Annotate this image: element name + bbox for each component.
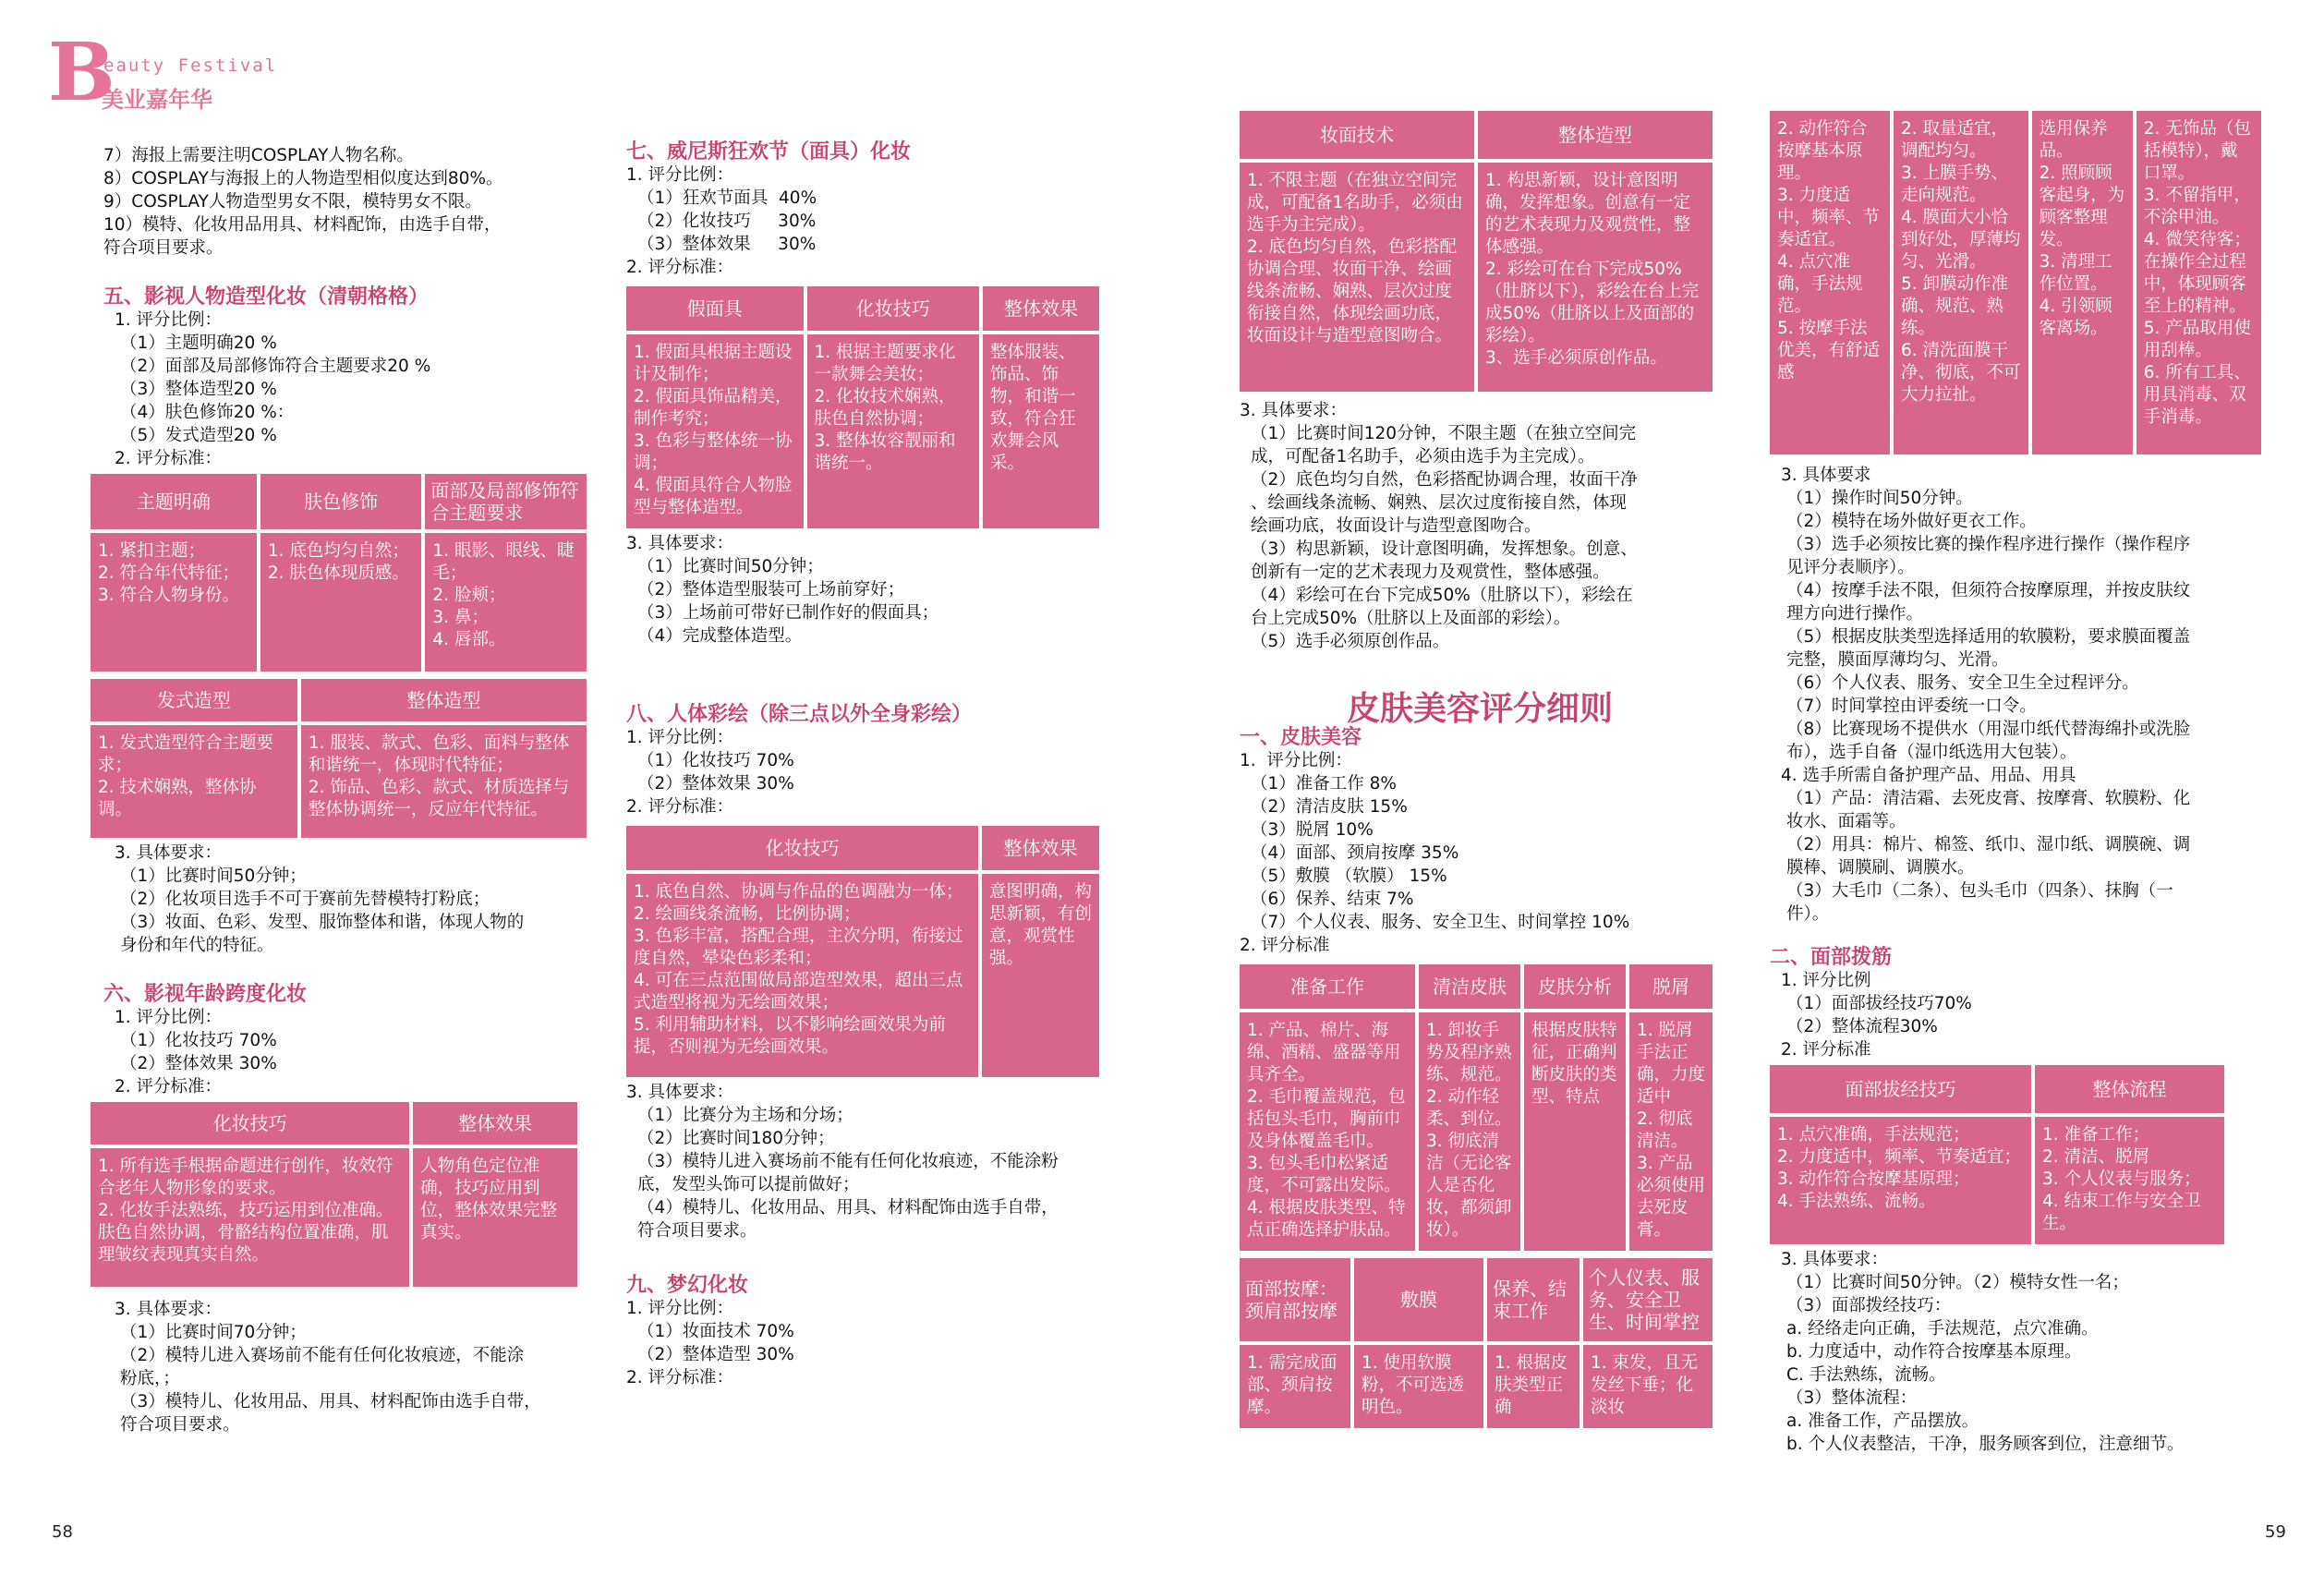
text-line: 底，发型头饰可以提前做好； (637, 1175, 860, 1194)
text-line: （1）化妆技巧 70% (120, 1031, 277, 1050)
skin-t1-c2: 1. 卸妆手势及程序熟练、规范。 2. 动作轻柔、到位。 3. 彻底清洁（无论客人是否化妆，都须卸妆）。 (1419, 1012, 1520, 1251)
text-line: 8）COSPLAY与海报上的人物造型相似度达到80%。 (103, 169, 503, 188)
s7-label-2: 2. 评分标准： (626, 258, 734, 277)
text-line: （2）比赛时间180分钟； (637, 1129, 835, 1148)
s8-req-label: 3. 具体要求： (626, 1083, 734, 1102)
text-line: （5）敷膜 （软膜） 15% (1251, 866, 1447, 886)
s7-h1: 假面具 (626, 286, 804, 331)
intro-list (103, 144, 593, 260)
s9-label-1: 1. 评分比例： (626, 1299, 734, 1318)
s6-req-label: 3. 具体要求： (115, 1300, 223, 1319)
text-line: b. 力度适中，动作符合按摩基本原理。 (1786, 1342, 2082, 1362)
s2-c1: 1. 点穴准确，手法规范； 2. 力度适中，频率、节奏适宜； 3. 动作符合按摩基原理； 4. 手法熟练、流畅。 (1770, 1117, 2031, 1244)
text-line: （1）比赛时间50分钟； (120, 866, 307, 886)
s7-h2: 化妆技巧 (807, 286, 979, 331)
col4-item4 (1770, 787, 2269, 926)
s5-t1-h2: 肤色修饰 (260, 474, 422, 529)
text-line: （3）模特儿、化妆用品、用具、材料配饰由选手自带， (120, 1392, 541, 1411)
text-line: 7）海报上需要注明COSPLAY人物名称。 (103, 146, 414, 165)
text-line: （1）比赛分为主场和分场； (637, 1106, 853, 1125)
text-line: 符合项目要求。 (120, 1415, 240, 1435)
col4-c1: 2. 动作符合按摩基本原理。 3. 力度适中，频率、节奏适宜。 4. 点穴准确，手法规范。 5. 按摩手法优美，有舒适感 (1770, 111, 1890, 454)
text-line: （6）个人仪表、服务、安全卫生全过程评分。 (1786, 673, 2139, 693)
s6-label-1: 1. 评分比例： (115, 1008, 223, 1027)
text-line: 符合项目要求。 (637, 1221, 757, 1241)
s5-label-1: 1. 评分比例： (115, 310, 223, 330)
skin-t2-c1: 1. 需完成面部、颈肩按摩。 (1240, 1345, 1350, 1428)
text-line: 理方向进行操作。 (1786, 604, 1924, 624)
s6-req (103, 1321, 593, 1436)
text-line: a. 准备工作，产品摆放。 (1786, 1411, 1979, 1431)
s2-h2: 整体流程 (2035, 1065, 2224, 1113)
text-line: （3）脱屑 10% (1251, 820, 1374, 840)
skin-s1-title: 一、皮肤美容 (1240, 725, 1362, 749)
text-line: （7）时间掌控由评委统一口令。 (1786, 697, 2037, 716)
section-7-title: 七、威尼斯狂欢节（面具）化妆 (626, 139, 912, 164)
s9-label-2: 2. 评分标准： (626, 1368, 734, 1387)
s8-label-1: 1. 评分比例： (626, 728, 734, 747)
text-line: （1）面部拔经技巧70% (1786, 994, 1972, 1013)
s5-table-1 (87, 470, 590, 675)
text-line: 9）COSPLAY人物造型男女不限，模特男女不限。 (103, 192, 482, 212)
text-line: （2）面部及局部修饰符合主题要求20 % (120, 357, 431, 376)
s7-c3: 整体服装、饰品、饰物，和谐一致，符合狂欢舞会风采。 (983, 334, 1099, 528)
s9-ratios (626, 1320, 1116, 1366)
text-line: （2）化妆技巧 30% (637, 212, 817, 231)
text-line: （1）比赛时间120分钟，不限主题（在独立空间完 (1251, 424, 1637, 443)
text-line: （7）个人仪表、服务、安全卫生、时间掌控 10% (1251, 913, 1630, 932)
s2-req (1770, 1271, 2269, 1456)
skin-t2-h1: 面部按摩：颈肩部按摩 (1240, 1258, 1350, 1341)
brand-logo (48, 26, 278, 119)
col4-c3: 选用保养品。 2. 照顾顾客起身，为顾客整理发。 3. 清理工作位置。 4. 引领顾客离场。 (2032, 111, 2133, 454)
text-line: 见评分表顺序）。 (1786, 558, 1915, 577)
s8-table (623, 822, 1103, 1081)
s5-t2-c2: 1. 服装、款式、色彩、面料与整体和谐统一，体现时代特征； 2. 饰品、色彩、款式、材质选择与整体协调统一，反应年代特征。 (301, 725, 587, 838)
text-line: （1）妆面技术 70% (637, 1322, 794, 1341)
s5-req (103, 865, 593, 957)
s2-h1: 面部拔经技巧 (1770, 1065, 2031, 1113)
text-line: （2）整体效果 30% (120, 1054, 277, 1073)
col3-req-label: 3. 具体要求： (1240, 401, 1348, 420)
text-line: （3）大毛巾（二条）、包头毛巾（四条）、抹胸（一 (1786, 881, 2173, 901)
text-line: （1）化妆技巧 70% (637, 751, 794, 770)
text-line: 妆水、面霜等。 (1786, 812, 1906, 831)
text-line: （1）操作时间50分钟。 (1786, 489, 1973, 508)
text-line: （3）上场前可带好已制作好的假面具； (637, 603, 939, 623)
s5-ratios (103, 332, 593, 447)
text-line: （3）整体效果 30% (637, 235, 817, 254)
text-line: （3）构思新颖，设计意图明确，发挥想象。创意、 (1251, 539, 1638, 559)
text-line: （5）选手必须原创作品。 (1251, 632, 1450, 651)
s8-label-2: 2. 评分标准： (626, 797, 734, 817)
section-8-title: 八、人体彩绘（除三点以外全身彩绘） (626, 702, 973, 726)
s8-h2: 整体效果 (982, 826, 1099, 870)
col4-c2: 2. 取量适宜，调配均匀。 3. 上膜手势、走向规范。 4. 膜面大小恰到好处，厚薄均匀、光滑。 5. 卸膜动作准确、规范、熟练。 6. 清洗面膜干净、彻底，不可大力拉扯。 (1894, 111, 2028, 454)
s6-c2: 人物角色定位准确，技巧应用到位，整体效果完整真实。 (413, 1148, 577, 1287)
col3-table (1236, 107, 1716, 395)
skin-title: 皮肤美容评分细则 (1346, 689, 1613, 728)
s2-label-1: 1. 评分比例 (1781, 971, 1871, 990)
text-line: （1）狂欢节面具 40% (637, 188, 817, 208)
text-line: （3）面部拨经技巧： (1786, 1296, 1952, 1315)
text-line: （3）模特儿进入赛场前不能有任何化妆痕迹，不能涂粉 (637, 1152, 1059, 1171)
s6-c1: 1. 所有选手根据命题进行创作，妆效符合老年人物形象的要求。 2. 化妆手法熟练，技巧运用到位准确。肤色自然协调，骨骼结构位置准确，肌理皱纹表现真实自然。 (91, 1148, 409, 1287)
skin-t2-c2: 1. 使用软膜粉，不可选透明色。 (1354, 1345, 1483, 1428)
skin-table-2 (1236, 1254, 1716, 1432)
s5-table-2 (87, 675, 590, 842)
s5-t1-h3: 面部及局部修饰符合主题要求 (425, 474, 587, 529)
s7-req-label: 3. 具体要求： (626, 534, 734, 553)
col3-h1: 妆面技术 (1240, 111, 1474, 159)
text-line: b. 个人仪表整洁，干净，服务顾客到位，注意细节。 (1786, 1435, 2185, 1454)
s2-ratios (1770, 992, 2269, 1038)
col3-c1: 1. 不限主题（在独立空间完成，可配备1名助手，必须由选手为主完成）。 2. 底色均匀自然，色彩搭配协调合理、妆面干净、绘画线条流畅、娴熟、层次过度衔接自然，体现绘画功底，妆面设计与造型意图吻合。 (1240, 163, 1474, 392)
s5-t1-c2: 1. 底色均匀自然； 2. 肤色体现质感。 (260, 533, 422, 672)
column-1 (98, 144, 593, 1436)
text-line: （2）整体造型 30% (637, 1345, 794, 1364)
text-line: （3）整体造型20 % (120, 380, 277, 399)
skin-t1-c1: 1. 产品、棉片、海绵、酒精、盛器等用具齐全。 2. 毛巾覆盖规范，包括包头毛巾，胸前巾及身体覆盖毛巾。 3. 包头毛巾松紧适度，不可露出发际。 4. 根据皮肤类型、特点正确选择护肤品。 (1240, 1012, 1415, 1251)
text-line: （3）整体流程： (1786, 1388, 1918, 1408)
skin-t1-c3: 根据皮肤特征，正确判断皮肤的类型、特点 (1524, 1012, 1626, 1251)
s2-table (1766, 1061, 2228, 1248)
text-line: 粉底，； (120, 1369, 180, 1388)
s8-c1: 1. 底色自然、协调与作品的色调融为一体； 2. 绘画线条流畅，比例协调； 3. 色彩丰富，搭配合理，主次分明，衔接过度自然，晕染色彩柔和； 4. 可在三点范围做局部造型效果，超出三点式造型将视为无绘画效果； 5. 利用辅助材料，以不影响绘画效果为前提，否则视为无绘画效果。 (626, 874, 978, 1077)
column-2 (626, 140, 1116, 1389)
text-line: 身份和年代的特征。 (120, 936, 274, 955)
skin-table-1 (1236, 961, 1716, 1254)
text-line: a. 经络走向正确，手法规范，点穴准确。 (1786, 1319, 2099, 1339)
skin-s1-label-1: 1. 评分比例： (1240, 751, 1352, 770)
section-6-title: 六、影视年龄跨度化妆 (103, 982, 308, 1006)
text-line: （2）整体效果 30% (637, 774, 794, 794)
s7-c2: 1. 根据主题要求化一款舞会美妆； 2. 化妆技术娴熟，肤色自然协调； 3. 整体妆容靓丽和谐统一。 (807, 334, 979, 528)
text-line: （2）清洁皮肤 15% (1251, 797, 1408, 817)
skin-t2-h3: 保养、结束工作 (1487, 1258, 1580, 1341)
text-line: （5）根据皮肤类型选择适用的软膜粉，要求膜面覆盖 (1786, 627, 2191, 647)
text-line: （4）完成整体造型。 (637, 626, 803, 646)
skin-t1-h2: 清洁皮肤 (1419, 964, 1520, 1009)
text-line: （1）主题明确20 % (120, 333, 277, 353)
text-line: 台上完成50%（肚脐以上及面部的彩绘）。 (1251, 609, 1571, 628)
text-line: （1）产品：清洁霜、去死皮膏、按摩膏、软膜粉、化 (1786, 789, 2191, 808)
s5-t2-h2: 整体造型 (301, 679, 587, 721)
column-4 (1770, 107, 2269, 1456)
text-line: （5）发式造型20 % (120, 426, 277, 445)
s5-req-label: 3. 具体要求： (115, 843, 223, 863)
section-9-title: 九、梦幻化妆 (626, 1273, 749, 1297)
s6-label-2: 2. 评分标准： (115, 1077, 223, 1096)
skin-t2-h4: 个人仪表、服务、安全卫生、时间掌控 (1583, 1258, 1713, 1341)
s7-h3: 整体效果 (983, 286, 1099, 331)
text-line: （4）按摩手法不限，但须符合按摩原理，并按皮肤纹 (1786, 581, 2191, 600)
col4-req-label: 3. 具体要求 (1781, 466, 1871, 485)
skin-t2-c4: 1. 束发，且无发丝下垂；化淡妆 (1583, 1345, 1713, 1428)
text-line: 膜棒、调膜刷、调膜水。 (1786, 858, 1975, 878)
column-3 (1240, 107, 1720, 1432)
s7-req (626, 555, 1116, 648)
text-line: （1）比赛时间50分钟。（2）模特女性一名； (1786, 1273, 2129, 1292)
text-line: （4）肤色修饰20 %： (120, 403, 295, 422)
s8-h1: 化妆技巧 (626, 826, 978, 870)
skin-t2-c3: 1. 根据皮肤类型正确 (1487, 1345, 1580, 1428)
text-line: 绘画功底，妆面设计与造型意图吻合。 (1251, 516, 1542, 536)
col4-item4-label: 4. 选手所需自备护理产品、用品、用具 (1781, 766, 2076, 785)
logo-letter: B (48, 26, 115, 119)
col4-c4: 2. 无饰品（包括模特），戴口罩。 3. 不留指甲，不涂甲油。 4. 微笑待客；在操作全过程中，体现顾客至上的精神。 5. 产品取用使用刮棒。 6. 所有工具、用具消毒、双手消毒。 (2136, 111, 2261, 454)
text-line: （2）模特在场外做好更衣工作。 (1786, 512, 2037, 531)
text-line: （6）保养、结束 7% (1251, 890, 1414, 909)
s5-t2-h1: 发式造型 (91, 679, 297, 721)
text-line: C. 手法熟练，流畅。 (1786, 1365, 1946, 1385)
col3-req (1240, 422, 1720, 653)
col4-req (1770, 487, 2269, 764)
text-line: （1）准备工作 8% (1251, 774, 1398, 794)
text-line: 、绘画线条流畅、娴熟、层次过度衔接自然，体现 (1251, 493, 1628, 513)
s2-label-2: 2. 评分标准 (1781, 1040, 1871, 1060)
text-line: （2）整体造型服装可上场前穿好； (637, 580, 905, 600)
s5-label-2: 2. 评分标准： (115, 449, 223, 468)
s7-label-1: 1. 评分比例： (626, 165, 734, 185)
text-line: （2）底色均匀自然，色彩搭配协调合理，妆面干净 (1251, 470, 1638, 490)
text-line: （8）比赛现场不提供水（用湿巾纸代替海绵扑或洗脸 (1786, 720, 2191, 739)
text-line: （4）彩绘可在台下完成50%（肚脐以下），彩绘在 (1251, 586, 1633, 605)
col3-c2: 1. 构思新颖，设计意图明确，发挥想象。创意有一定的艺术表现力及观赏性，整体感强。 2. 彩绘可在台下完成50%（肚脐以下），彩绘在台上完成50%（肚脐以上及面部的彩绘）。 3、选手必须原创作品。 (1478, 163, 1713, 392)
page-number-right: 59 (2265, 1522, 2286, 1542)
s8-ratios (626, 749, 1116, 795)
text-line: 创新有一定的艺术表现力及观赏性，整体感强。 (1251, 563, 1610, 582)
skin-t1-c4: 1. 脱屑手法正确，力度适中 2. 彻底清洁。 3. 产品必须使用去死皮膏。 (1629, 1012, 1713, 1251)
text-line: （1）比赛时间50分钟； (637, 557, 824, 576)
text-line: 布），选手自备（湿巾纸选用大包装）。 (1786, 743, 2077, 762)
col3-h2: 整体造型 (1478, 111, 1713, 159)
skin-s1-label-2: 2. 评分标准 (1240, 936, 1330, 955)
text-line: 完整，膜面厚薄均匀、光滑。 (1786, 650, 2009, 670)
text-line: （3）选手必须按比赛的操作程序进行操作（操作程序 (1786, 535, 2191, 554)
text-line: 件）。 (1786, 904, 1830, 924)
s5-t1-h1: 主题明确 (91, 474, 257, 529)
text-line: （3）妆面、色彩、发型、服饰整体和谐，体现人物的 (120, 913, 525, 932)
s2-req-label: 3. 具体要求： (1781, 1250, 1889, 1269)
s5-t1-c3: 1. 眼影、眼线、睫毛； 2. 脸颊； 3. 鼻； 4. 唇部。 (425, 533, 587, 672)
s6-table (87, 1098, 581, 1290)
s7-ratios (626, 187, 1116, 256)
s2-c2: 1. 准备工作； 2. 清洁、脱屑 3. 个人仪表与服务； 4. 结束工作与安全卫生。 (2035, 1117, 2224, 1244)
logo-word: eauty Festival (103, 55, 278, 76)
skin-s1-ratios (1240, 772, 1720, 934)
logo-chinese: 美业嘉年华 (102, 87, 212, 113)
s2-title: 二、面部拨筋 (1770, 945, 1893, 969)
s7-c1: 1. 假面具根据主题设计及制作； 2. 假面具饰品精美，制作考究； 3. 色彩与整体统一协调； 4. 假面具符合人物脸型与整体造型。 (626, 334, 804, 528)
text-line: （1）比赛时间70分钟； (120, 1323, 307, 1342)
skin-t2-h2: 敷膜 (1354, 1258, 1483, 1341)
text-line: （4）模特儿、化妆用品、用具、材料配饰由选手自带， (637, 1198, 1059, 1218)
skin-t1-h1: 准备工作 (1240, 964, 1415, 1009)
s8-c2: 意图明确，构思新颖，有创意，观赏性强。 (982, 874, 1099, 1077)
text-line: 成，可配备1名助手，必须由选手为主完成）。 (1251, 447, 1595, 466)
skin-t1-h3: 皮肤分析 (1524, 964, 1626, 1009)
text-line: 符合项目要求。 (103, 238, 224, 258)
text-line: （2）整体流程30% (1786, 1017, 1938, 1036)
s7-table (623, 283, 1103, 532)
s6-h2: 整体效果 (413, 1102, 577, 1145)
text-line: （4）面部、颈肩按摩 35% (1251, 843, 1459, 863)
s6-ratios (103, 1029, 593, 1075)
text-line: （2）模特儿进入赛场前不能有任何化妆痕迹，不能涂 (120, 1346, 525, 1365)
text-line: （2）用具：棉片、棉签、纸巾、湿巾纸、调膜碗、调 (1786, 835, 2191, 854)
text-line: （2）化妆项目选手不可于赛前先替模特打粉底； (120, 890, 490, 909)
page-number-left: 58 (52, 1522, 73, 1542)
s6-h1: 化妆技巧 (91, 1102, 409, 1145)
s5-t1-c1: 1. 紧扣主题； 2. 符合年代特征； 3. 符合人物身份。 (91, 533, 257, 672)
s5-t2-c1: 1. 发式造型符合主题要求； 2. 技术娴熟，整体协调。 (91, 725, 297, 838)
section-5-title: 五、影视人物造型化妆（清朝格格） (103, 285, 430, 309)
text-line: 10）模特、化妆用品用具、材料配饰，由选手自带， (103, 215, 502, 235)
col4-table (1766, 107, 2265, 458)
s8-req (626, 1104, 1116, 1242)
skin-t1-h4: 脱屑 (1629, 964, 1713, 1009)
